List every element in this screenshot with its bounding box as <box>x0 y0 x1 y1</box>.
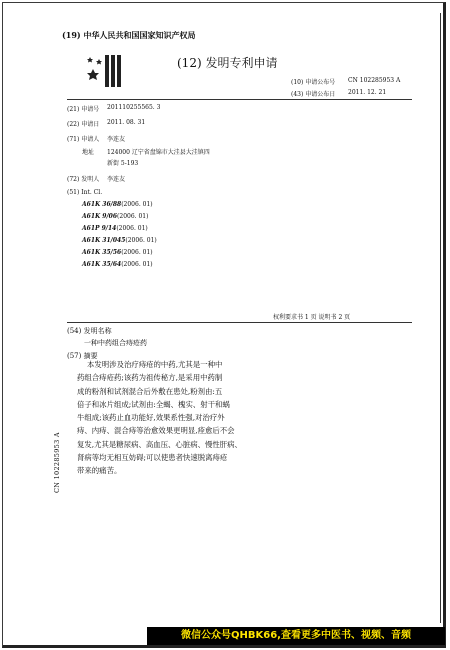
patent-page <box>2 2 446 648</box>
abstract-line: 复发,尤其是糖尿病、高血压、心脏病、慢性肝病、 <box>77 439 242 449</box>
ipc-entry: A61K 36/88(2006. 01) <box>82 201 153 208</box>
invention-title: 一种中药组合痔疮药 <box>84 339 147 347</box>
application-number: 201110255565. 3 <box>107 104 161 111</box>
abstract-label: (57) 摘要 <box>67 352 98 360</box>
cnipa-logo-icon <box>87 55 125 87</box>
header-divider <box>67 99 412 100</box>
inventor-label: (72) 发明人 <box>67 176 100 183</box>
ipc-entry: A61K 35/56(2006. 01) <box>82 249 153 256</box>
ipc-label: (51) Int. Cl. <box>67 189 103 196</box>
abstract-line: 倍子和冰片组成;试剂由:全蝎、槐实、射干和蜗 <box>77 399 230 409</box>
abstract-line: 痔、内痔、混合痔等治愈效果更明显,痊愈后不会 <box>77 426 235 436</box>
address-line-1: 124000 辽宁省盘锦市大洼县大洼镇四 <box>107 149 210 156</box>
application-number-label: (21) 申请号 <box>67 106 100 113</box>
ipc-entry: A61K 31/045(2006. 01) <box>82 237 157 244</box>
ipc-entry: A61K 35/64(2006. 01) <box>82 261 153 268</box>
address-label: 地址 <box>82 149 95 156</box>
filing-date-label: (22) 申请日 <box>67 121 100 128</box>
document-type: (12) 发明专利申请 <box>177 56 278 70</box>
abstract-text <box>77 358 242 478</box>
abstract-line: 肾病等均无相互妨碍;可以使患者快速脱离痔疮 <box>77 453 228 463</box>
address-line-2: 新街 5-193 <box>107 160 139 167</box>
applicant-label: (71) 申请人 <box>67 136 100 143</box>
abstract-line: 本发明涉及治疗痔疮的中药,尤其是一种中 <box>87 360 223 369</box>
abstract-line: 带来的痛苦。 <box>77 466 122 476</box>
publication-date-label: (43) 申请公布日 <box>291 91 336 98</box>
abstract-line: 牛组成;该药止血功能好,效果系性强,对治疗外 <box>77 413 225 423</box>
abstract-line: 药组合痔疮药;该药为祖传秘方,是采用中药制 <box>77 373 223 383</box>
publication-number-label: (10) 申请公布号 <box>291 79 336 86</box>
invention-title-label: (54) 发明名称 <box>67 327 112 335</box>
applicant: 李连友 <box>107 136 126 143</box>
office-name: (19) 中华人民共和国国家知识产权局 <box>62 30 196 40</box>
publication-date: 2011. 12. 21 <box>348 89 387 96</box>
biblio-divider <box>67 322 412 323</box>
page-count-note: 权利要求书 1 页 说明书 2 页 <box>273 314 351 321</box>
right-edge-line <box>440 13 441 623</box>
publication-number: CN 102285953 A <box>348 77 401 84</box>
wechat-banner[interactable]: 微信公众号QHBK66,查看更多中医书、视频、音频 <box>147 627 445 645</box>
side-publication-number: CN 102285953 A <box>53 432 61 493</box>
inventor: 李连友 <box>107 176 126 183</box>
ipc-entry: A61K 9/06(2006. 01) <box>82 213 149 220</box>
abstract-line: 成的粉剂和试剂混合后外敷在患处,粉剂由:五 <box>77 386 223 396</box>
ipc-entry: A61P 9/14(2006. 01) <box>82 225 148 232</box>
filing-date: 2011. 08. 31 <box>107 119 146 126</box>
